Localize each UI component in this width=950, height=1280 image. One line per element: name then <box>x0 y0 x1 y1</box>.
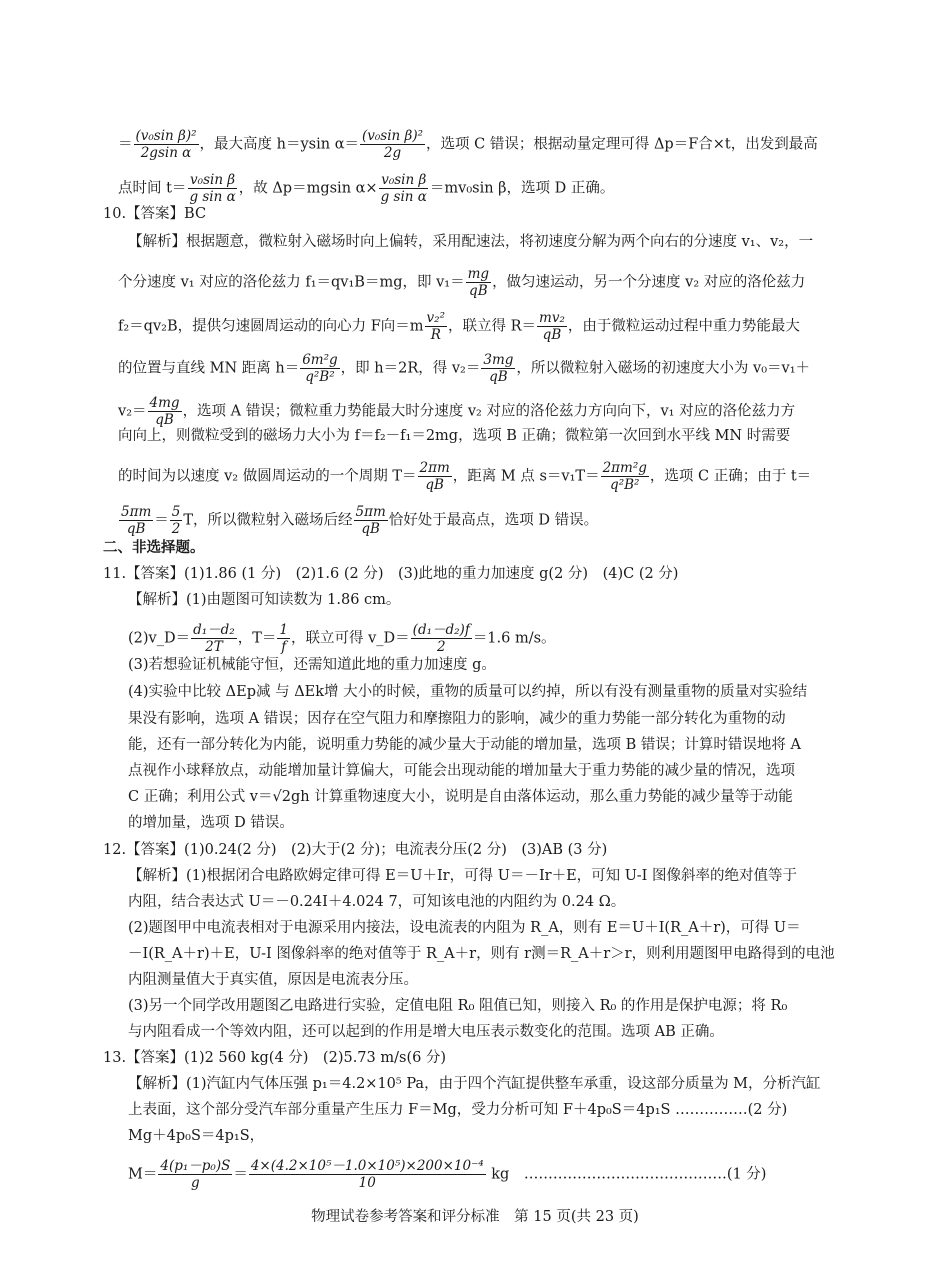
text-line: M＝ $\frac{\text{4(p₁－p₀)S}}{g}$ ＝ $\frac{\text{4×(4.2×10⁵－1.0×10⁵)×200×10⁻⁴}}{10}$ kg ……………………………………(1 分) <box>128 1158 767 1191</box>
text-line: 点时间 t＝ $\frac{\text{v₀sin β}}{\text{g sin α}}$ ，故 Δp＝mgsin α× $\frac{\text{v₀sin β}}{\text{g sin α}}$ ＝mv₀sin β，选项 D 正确。 <box>118 172 615 205</box>
fraction: $\frac{\text{v₂²}}{R}$ <box>426 310 445 343</box>
fraction: $\frac{5\pi m}{qB}$ <box>355 504 386 537</box>
q13-answer: 13.【答案】(1)2 560 kg(4 分) (2)5.73 m/s(6 分) <box>103 1050 447 1066</box>
text-line: 的位置与直线 MN 距离 h＝ $\frac{\text{6m²g}}{\text{q²B²}}$ ，即 h＝2R，得 v₂＝ $\frac{3mg}{qB}$ ，所以微粒射入磁场的初速度大小为 v₀＝v₁＋ <box>118 352 811 385</box>
text-line: 内阻测量值大于真实值，原因是电流表分压。 <box>128 972 418 988</box>
text-line: (2)v_D＝ $\frac{\text{d₁－d₂}}{2T}$ ，T＝ $\frac{1}{f}$ ，联立可得 v_D＝ $\frac{\text{(d₁－d₂)f}}{2}$ ＝1.6 m/s。 <box>128 622 556 655</box>
text-line: 的增加量，选项 D 错误。 <box>128 815 294 831</box>
text-line: 内阻，结合表达式 U＝－0.24I＋4.024 7，可知该电池的内阻约为 0.24 Ω。 <box>128 894 626 910</box>
text-line: 能，还有一部分转化为内能，说明重力势能的减少量大于动能的增加量，选项 B 错误；计算时错误地将 A <box>128 737 801 753</box>
fraction: $\frac{1}{f}$ <box>279 622 288 655</box>
text-line: $\frac{5\pi m}{qB}$ ＝ $\frac{5}{2}$ T，所以微粒射入磁场后经 $\frac{5\pi m}{qB}$ 恰好处于最高点，选项 D 错误。 <box>121 504 599 537</box>
fraction: $\frac{\text{v₀sin β}}{\text{g sin α}}$ <box>189 172 236 205</box>
page-footer: 物理试卷参考答案和评分标准 第 15 页(共 23 页) <box>311 1209 639 1225</box>
text-line: 的时间为以速度 v₂ 做圆周运动的一个周期 T＝ $\frac{2\pi m}{qB}$ ，距离 M 点 s＝v₁T＝ $\frac{\text{2πm²g}}{\text{q²B²}}$ ，选项 C 正确；由于 t＝ <box>118 460 812 493</box>
text-line: ＝ $\frac{\text{(v₀sin β)²}}{\text{2gsin α}}$ ，最大高度 h＝ysin α＝ $\frac{\text{(v₀sin β)²}}{2g}$ ，选项 C 错误；根据动量定理可得 Δp＝F合×t，出发到最高 <box>118 128 818 161</box>
text-line: 【解析】(1)根据闭合电路欧姆定律可得 E＝U＋Ir，可得 U＝－Ir＋E，可知 U-I 图像斜率的绝对值等于 <box>128 868 797 884</box>
fraction: $\frac{\text{mv₂}}{qB}$ <box>539 310 565 343</box>
fraction: $\frac{\text{d₁－d₂}}{2T}$ <box>193 622 235 655</box>
q12-answer: 12.【答案】(1)0.24(2 分) (2)大于(2 分)；电流表分压(2 分) (3)AB (3 分) <box>103 842 608 858</box>
fraction: $\frac{\text{v₀sin β}}{\text{g sin α}}$ <box>380 172 427 205</box>
text-line: Mg＋4p₀S＝4p₁S， <box>128 1128 265 1144</box>
q10-answer: 10.【答案】BC <box>103 206 207 222</box>
text-line: v₂＝ $\frac{4mg}{qB}$ ，选项 A 错误；微粒重力势能最大时分速度 v₂ 对应的洛伦兹力方向向下，v₁ 对应的洛伦兹力方 <box>118 395 796 428</box>
text-line: 果没有影响，选项 A 错误；因存在空气阻力和摩擦阻力的影响，减少的重力势能一部分转化为重物的动 <box>128 711 786 727</box>
text-line: 点视作小球释放点，动能增加量计算偏大，可能会出现动能的增加量大于重力势能的减少量的情况，选项 <box>128 763 795 779</box>
text-line: (3)若想验证机械能守恒，还需知道此地的重力加速度 g。 <box>128 657 496 673</box>
text-line: 与内阻看成一个等效内阻，还可以起到的作用是增大电压表示数变化的范围。选项 AB 正确。 <box>128 1024 724 1040</box>
fraction: $\frac{\text{4×(4.2×10⁵－1.0×10⁵)×200×10⁻⁴}}{10}$ <box>250 1158 484 1191</box>
text-line: C 正确；利用公式 v＝√2gh 计算重物速度大小，说明是自由落体运动，那么重力势能的减少量等于动能 <box>128 789 793 805</box>
fraction: $\frac{5\pi m}{qB}$ <box>121 504 152 537</box>
text-line: 【解析】(1)由题图可知读数为 1.86 cm。 <box>128 592 401 608</box>
q11-answer: 11.【答案】(1)1.86 (1 分) (2)1.6 (2 分) (3)此地的重力加速度 g(2 分) (4)C (2 分) <box>103 566 679 582</box>
fraction: $\frac{2\pi m}{qB}$ <box>419 460 450 493</box>
fraction: $\frac{3mg}{qB}$ <box>483 352 514 385</box>
text-line: 【解析】(1)汽缸内气体压强 p₁＝4.2×10⁵ Pa，由于四个汽缸提供整车承重，设这部分质量为 M，分析汽缸 <box>128 1076 821 1092</box>
fraction: $\frac{\text{4(p₁－p₀)S}}{g}$ <box>160 1158 231 1191</box>
text-line: 个分速度 v₁ 对应的洛伦兹力 f₁＝qv₁B＝mg，即 v₁＝ $\frac{mg}{qB}$ ，做匀速运动，另一个分速度 v₂ 对应的洛伦兹力 <box>118 266 806 299</box>
fraction: $\frac{\text{2πm²g}}{\text{q²B²}}$ <box>602 460 647 493</box>
text-line: (4)实验中比较 ΔEp减 与 ΔEk增 大小的时候，重物的质量可以约掉，所以有没有测量重物的质量对实验结 <box>128 684 808 700</box>
fraction: $\frac{mg}{qB}$ <box>467 266 490 299</box>
fraction: $\frac{\text{(v₀sin β)²}}{\text{2gsin α}}$ <box>135 128 197 161</box>
fraction: $\frac{\text{(v₀sin β)²}}{2g}$ <box>362 128 424 161</box>
text-line: (3)另一个同学改用题图乙电路进行实验，定值电阻 R₀ 阻值已知，则接入 R₀ 的作用是保护电源；将 R₀ <box>128 998 788 1014</box>
fraction: $\frac{\text{6m²g}}{\text{q²B²}}$ <box>302 352 338 385</box>
text-line: 【解析】根据题意，微粒射入磁场时向上偏转，采用配速法，将初速度分解为两个向右的分速度 v₁、v₂，一 <box>128 234 814 250</box>
text-line: (2)题图甲中电流表相对于电源采用内接法，设电流表的内阻为 R_A，则有 E＝U＋I(R_A＋r)，可得 U＝ <box>128 920 801 936</box>
section-heading: 二、非选择题。 <box>103 539 205 556</box>
fraction: $\frac{5}{2}$ <box>171 504 181 537</box>
text-line: f₂＝qv₂B，提供匀速圆周运动的向心力 F向＝m $\frac{\text{v₂²}}{R}$ ，联立得 R＝ $\frac{\text{mv₂}}{qB}$ ，由于微粒运动过程中重力势能最大 <box>118 310 800 343</box>
text-line: －I(R_A＋r)＋E，U-I 图像斜率的绝对值等于 R_A＋r，则有 r测＝R_A＋r＞r，则利用题图甲电路得到的电池 <box>128 946 835 962</box>
fraction: $\frac{4mg}{qB}$ <box>149 395 180 428</box>
fraction: $\frac{\text{(d₁－d₂)f}}{2}$ <box>412 622 470 655</box>
text-line: 向向上，则微粒受到的磁场力大小为 f＝f₂－f₁＝2mg，选项 B 正确；微粒第一次回到水平线 MN 时需要 <box>118 428 791 444</box>
text-line: 上表面，这个部分受汽车部分重量产生压力 F＝Mg，受力分析可知 F＋4p₀S＝4p₁S ……………(2 分) <box>128 1102 788 1118</box>
